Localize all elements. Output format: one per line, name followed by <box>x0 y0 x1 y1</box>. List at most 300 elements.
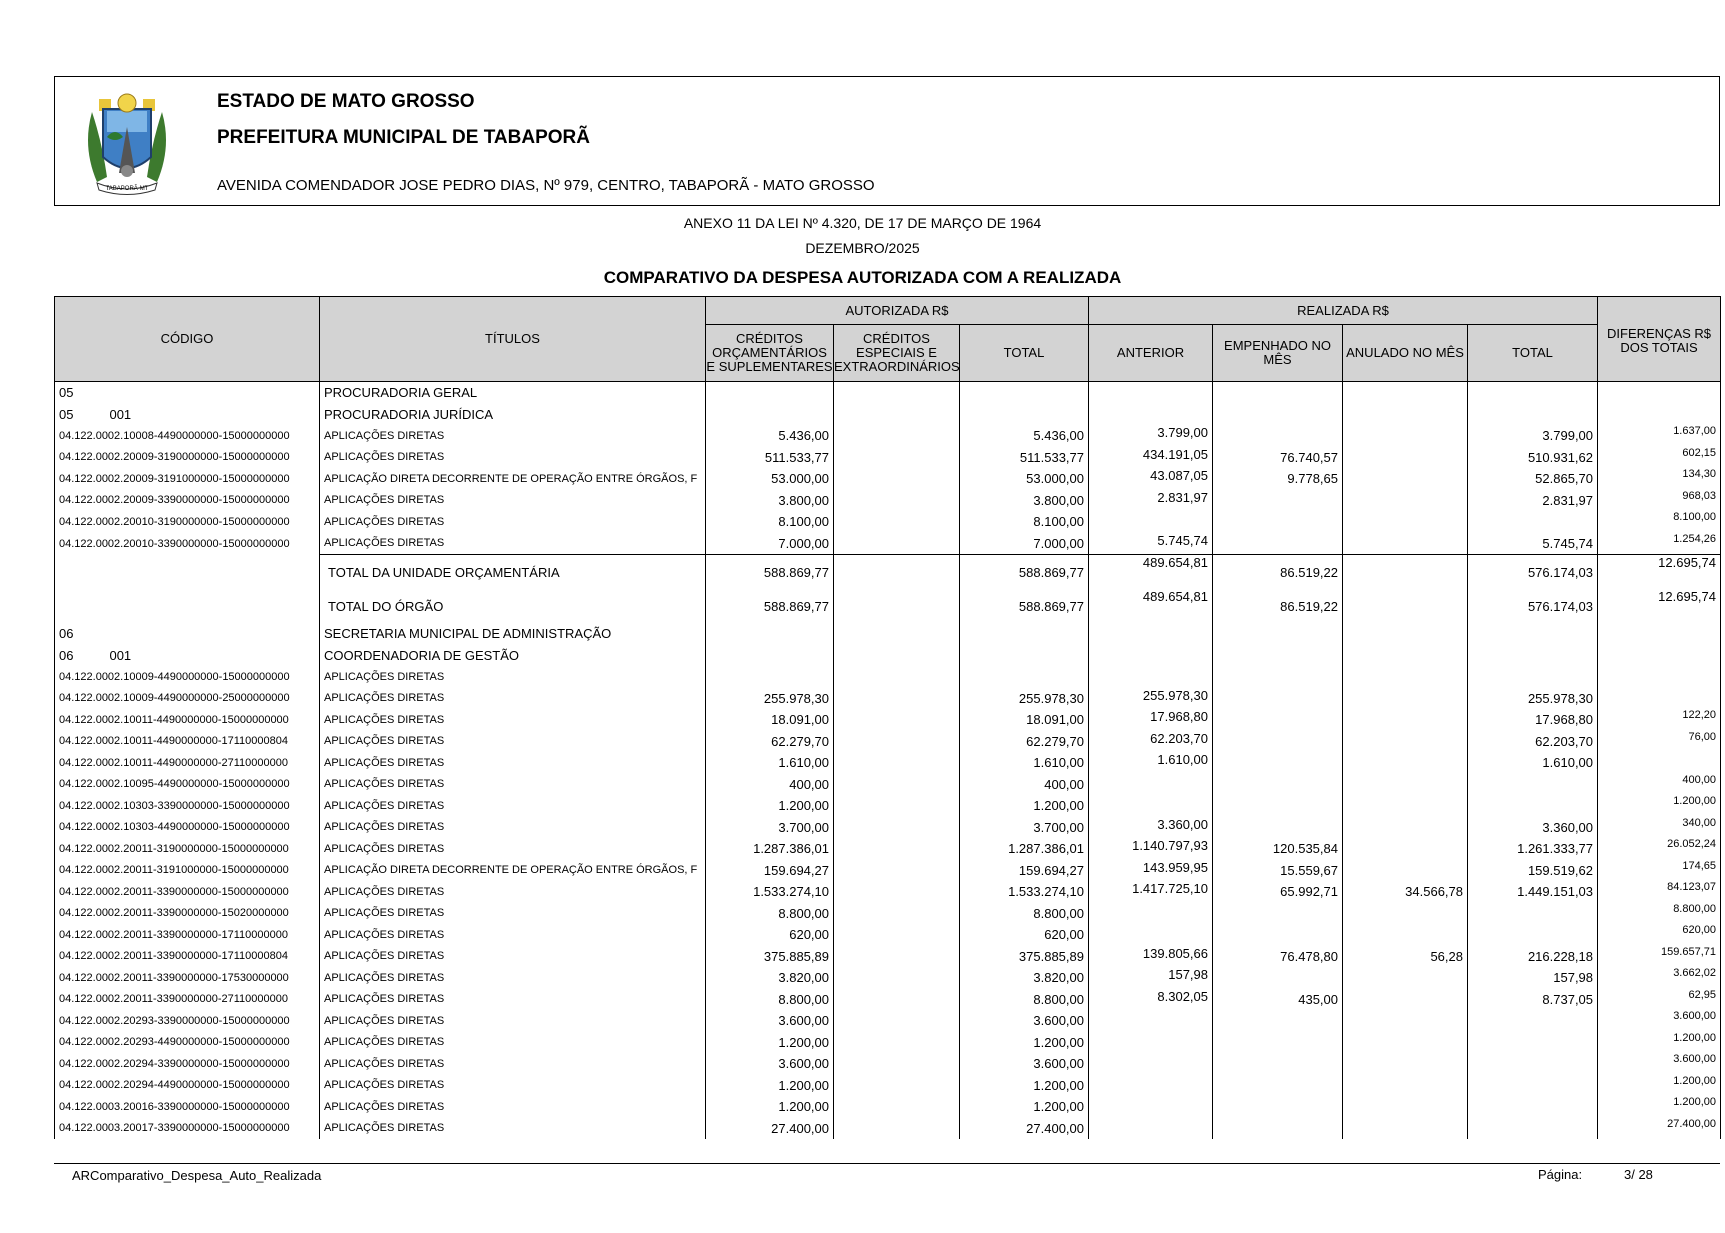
cell-anterior: 43.087,05 <box>1089 468 1213 490</box>
cell-anulado <box>1343 838 1468 860</box>
cell-anulado <box>1343 555 1468 590</box>
cell-total-realizada <box>1468 1053 1598 1075</box>
empty-cell <box>1343 623 1468 645</box>
group-code <box>55 404 320 426</box>
cell-diferenca: 400,00 <box>1598 774 1721 796</box>
cell-empenhado <box>1213 1010 1343 1032</box>
table-row <box>55 1032 1721 1054</box>
page-number: 3/ 28 <box>1624 1167 1653 1182</box>
row-code: 04.122.0002.20011-3390000000-17530000000 <box>55 967 320 989</box>
coat-of-arms-icon <box>77 87 177 197</box>
empty-cell <box>1089 404 1213 426</box>
table-row <box>55 860 1721 882</box>
empty-cell <box>1213 623 1343 645</box>
cell-creditos-orcamentarios: 5.436,00 <box>706 425 834 447</box>
cell-anterior <box>1089 666 1213 688</box>
cell-creditos-especiais <box>834 1096 960 1118</box>
col-creditos-especiais: CRÉDITOS ESPECIAIS E EXTRAORDINÁRIOS <box>834 325 960 382</box>
cell-total-realizada: 255.978,30 <box>1468 688 1598 710</box>
cell-creditos-orcamentarios: 3.600,00 <box>706 1053 834 1075</box>
period: DEZEMBRO/2025 <box>805 240 920 256</box>
cell-creditos-especiais <box>834 709 960 731</box>
cell-anulado <box>1343 1032 1468 1054</box>
cell-total-autorizada: 255.978,30 <box>960 688 1089 710</box>
cell-diferenca <box>1598 752 1721 774</box>
empty-cell <box>960 404 1089 426</box>
group-code-sub: 001 <box>109 647 132 663</box>
cell-creditos-orcamentarios: 53.000,00 <box>706 468 834 490</box>
cell-diferenca: 1.254,26 <box>1598 533 1721 555</box>
row-code: 04.122.0002.10009-4490000000-25000000000 <box>55 688 320 710</box>
cell-creditos-especiais <box>834 1075 960 1097</box>
row-title: APLICAÇÕES DIRETAS <box>320 425 706 447</box>
cell-creditos-especiais <box>834 838 960 860</box>
cell-creditos-especiais <box>834 468 960 490</box>
group-title: COORDENADORIA DE GESTÃO <box>320 645 706 667</box>
row-title: APLICAÇÕES DIRETAS <box>320 447 706 469</box>
table-row <box>55 1118 1721 1140</box>
table-row <box>55 1010 1721 1032</box>
cell-creditos-orcamentarios: 400,00 <box>706 774 834 796</box>
cell-empenhado <box>1213 666 1343 688</box>
group-row <box>55 404 1721 426</box>
cell-creditos-orcamentarios: 588.869,77 <box>706 589 834 623</box>
cell-total-realizada: 216.228,18 <box>1468 946 1598 968</box>
cell-empenhado <box>1213 425 1343 447</box>
cell-empenhado <box>1213 903 1343 925</box>
table-row <box>55 425 1721 447</box>
cell-anterior: 17.968,80 <box>1089 709 1213 731</box>
expense-table <box>54 296 1721 1139</box>
row-title: APLICAÇÕES DIRETAS <box>320 1010 706 1032</box>
empty-cell <box>1468 645 1598 667</box>
cell-creditos-especiais <box>834 1010 960 1032</box>
table-row <box>55 774 1721 796</box>
cell-empenhado: 15.559,67 <box>1213 860 1343 882</box>
cell-diferenca: 968,03 <box>1598 490 1721 512</box>
row-title: APLICAÇÕES DIRETAS <box>320 533 706 555</box>
group-code-main: 05 <box>59 385 74 401</box>
row-code: 04.122.0002.20011-3390000000-17110000000 <box>55 924 320 946</box>
row-title: APLICAÇÕES DIRETAS <box>320 1075 706 1097</box>
cell-anterior: 434.191,05 <box>1089 447 1213 469</box>
cell-total-realizada: 2.831,97 <box>1468 490 1598 512</box>
cell-total-realizada: 1.261.333,77 <box>1468 838 1598 860</box>
group-code <box>55 623 320 645</box>
cell-diferenca: 76,00 <box>1598 731 1721 753</box>
row-title: APLICAÇÕES DIRETAS <box>320 838 706 860</box>
cell-anulado <box>1343 989 1468 1011</box>
row-title: APLICAÇÕES DIRETAS <box>320 967 706 989</box>
empty-cell <box>960 645 1089 667</box>
cell-anterior: 1.140.797,93 <box>1089 838 1213 860</box>
cell-anulado <box>1343 490 1468 512</box>
cell-anulado <box>1343 1075 1468 1097</box>
cell-anulado: 56,28 <box>1343 946 1468 968</box>
cell-empenhado: 76.478,80 <box>1213 946 1343 968</box>
empty-cell <box>1468 623 1598 645</box>
cell-total-autorizada: 159.694,27 <box>960 860 1089 882</box>
empty-cell <box>960 382 1089 404</box>
cell-creditos-especiais <box>834 731 960 753</box>
cell-empenhado <box>1213 1053 1343 1075</box>
group-row <box>55 645 1721 667</box>
cell-diferenca: 174,65 <box>1598 860 1721 882</box>
cell-total-autorizada: 18.091,00 <box>960 709 1089 731</box>
cell-diferenca: 62,95 <box>1598 989 1721 1011</box>
group-code-sub: 001 <box>109 406 132 422</box>
row-code: 04.122.0002.10303-3390000000-15000000000 <box>55 795 320 817</box>
cell-creditos-orcamentarios: 8.100,00 <box>706 511 834 533</box>
cell-empenhado: 435,00 <box>1213 989 1343 1011</box>
row-code: 04.122.0002.10009-4490000000-15000000000 <box>55 666 320 688</box>
row-title: APLICAÇÕES DIRETAS <box>320 1118 706 1140</box>
row-title: APLICAÇÕES DIRETAS <box>320 1096 706 1118</box>
cell-anulado <box>1343 666 1468 688</box>
cell-creditos-orcamentarios: 27.400,00 <box>706 1118 834 1140</box>
cell-anterior: 489.654,81 <box>1089 589 1213 623</box>
group-code-main: 06 <box>59 647 74 663</box>
row-code: 04.122.0002.20010-3190000000-15000000000 <box>55 511 320 533</box>
table-row <box>55 967 1721 989</box>
row-code: 04.122.0002.20011-3390000000-15020000000 <box>55 903 320 925</box>
empty-cell <box>1343 382 1468 404</box>
cell-creditos-especiais <box>834 989 960 1011</box>
cell-anterior <box>1089 795 1213 817</box>
cell-anterior: 5.745,74 <box>1089 533 1213 555</box>
cell-anulado <box>1343 795 1468 817</box>
cell-creditos-orcamentarios: 1.533.274,10 <box>706 881 834 903</box>
row-title: APLICAÇÕES DIRETAS <box>320 924 706 946</box>
empty-cell <box>834 404 960 426</box>
table-row <box>55 838 1721 860</box>
empty-cell <box>706 623 834 645</box>
cell-total-autorizada: 1.200,00 <box>960 795 1089 817</box>
cell-diferenca: 340,00 <box>1598 817 1721 839</box>
cell-creditos-especiais <box>834 425 960 447</box>
table-row <box>55 817 1721 839</box>
cell-anterior <box>1089 774 1213 796</box>
table-row <box>55 1053 1721 1075</box>
cell-anterior <box>1089 1075 1213 1097</box>
cell-creditos-especiais <box>834 774 960 796</box>
group-code <box>55 645 320 667</box>
report-name: ARComparativo_Despesa_Auto_Realizada <box>72 1168 322 1183</box>
cell-anterior: 255.978,30 <box>1089 688 1213 710</box>
cell-creditos-orcamentarios: 18.091,00 <box>706 709 834 731</box>
cell-total-realizada <box>1468 1118 1598 1140</box>
cell-anterior: 157,98 <box>1089 967 1213 989</box>
cell-anulado <box>1343 468 1468 490</box>
row-title: APLICAÇÕES DIRETAS <box>320 946 706 968</box>
table-row <box>55 989 1721 1011</box>
cell-total-autorizada: 588.869,77 <box>960 555 1089 590</box>
row-title: APLICAÇÕES DIRETAS <box>320 1053 706 1075</box>
cell-creditos-especiais <box>834 589 960 623</box>
row-code: 04.122.0002.20293-4490000000-15000000000 <box>55 1032 320 1054</box>
cell-total-autorizada: 5.436,00 <box>960 425 1089 447</box>
cell-diferenca: 3.600,00 <box>1598 1010 1721 1032</box>
group-code-main: 06 <box>59 626 74 642</box>
cell-diferenca: 1.200,00 <box>1598 1075 1721 1097</box>
cell-empenhado: 76.740,57 <box>1213 447 1343 469</box>
cell-total-realizada: 157,98 <box>1468 967 1598 989</box>
table-row <box>55 533 1721 555</box>
empty-cell <box>834 645 960 667</box>
cell-creditos-orcamentarios: 1.287.386,01 <box>706 838 834 860</box>
cell-diferenca: 8.100,00 <box>1598 511 1721 533</box>
cell-empenhado <box>1213 752 1343 774</box>
logo-ribbon-text: TABAPORÃ-MT <box>105 186 149 192</box>
col-group-realizada: REALIZADA R$ <box>1089 297 1598 325</box>
cell-total-autorizada: 1.533.274,10 <box>960 881 1089 903</box>
cell-creditos-orcamentarios: 255.978,30 <box>706 688 834 710</box>
cell-empenhado <box>1213 533 1343 555</box>
empty-cell <box>1468 404 1598 426</box>
cell-anterior: 143.959,95 <box>1089 860 1213 882</box>
empty-cell <box>1343 645 1468 667</box>
cell-anulado <box>1343 425 1468 447</box>
row-title: APLICAÇÕES DIRETAS <box>320 731 706 753</box>
empty-cell <box>1468 382 1598 404</box>
total-row <box>55 555 1721 590</box>
row-code: 04.122.0003.20016-3390000000-15000000000 <box>55 1096 320 1118</box>
cell-creditos-especiais <box>834 490 960 512</box>
row-code: 04.122.0002.20011-3390000000-27110000000 <box>55 989 320 1011</box>
cell-anulado <box>1343 1096 1468 1118</box>
cell-total-autorizada: 3.820,00 <box>960 967 1089 989</box>
empty-cell <box>1598 404 1721 426</box>
cell-total-realizada: 3.360,00 <box>1468 817 1598 839</box>
cell-empenhado <box>1213 1032 1343 1054</box>
cell-total-realizada <box>1468 511 1598 533</box>
table-row <box>55 752 1721 774</box>
empty-cell <box>1213 382 1343 404</box>
empty-cell <box>834 623 960 645</box>
cell-total-autorizada: 3.800,00 <box>960 490 1089 512</box>
empty-cell <box>1598 645 1721 667</box>
cell-empenhado <box>1213 1075 1343 1097</box>
table-row <box>55 447 1721 469</box>
cell-anulado <box>1343 967 1468 989</box>
cell-total-realizada: 510.931,62 <box>1468 447 1598 469</box>
cell-diferenca: 3.600,00 <box>1598 1053 1721 1075</box>
cell-total-autorizada: 27.400,00 <box>960 1118 1089 1140</box>
row-code: 04.122.0002.20294-3390000000-15000000000 <box>55 1053 320 1075</box>
cell-total-realizada: 576.174,03 <box>1468 555 1598 590</box>
cell-empenhado <box>1213 490 1343 512</box>
cell-empenhado <box>1213 795 1343 817</box>
cell-empenhado <box>1213 709 1343 731</box>
cell-total-autorizada: 8.100,00 <box>960 511 1089 533</box>
cell-creditos-especiais <box>834 967 960 989</box>
cell-diferenca: 8.800,00 <box>1598 903 1721 925</box>
table-row <box>55 688 1721 710</box>
row-code: 04.122.0002.20011-3390000000-17110000804 <box>55 946 320 968</box>
prefecture-name: PREFEITURA MUNICIPAL DE TABAPORÃ <box>217 127 590 148</box>
cell-anulado <box>1343 1010 1468 1032</box>
state-name: ESTADO DE MATO GROSSO <box>217 91 475 112</box>
cell-total-autorizada: 8.800,00 <box>960 989 1089 1011</box>
cell-diferenca: 1.637,00 <box>1598 425 1721 447</box>
row-code: 04.122.0002.10011-4490000000-15000000000 <box>55 709 320 731</box>
row-code: 04.122.0002.10008-4490000000-15000000000 <box>55 425 320 447</box>
cell-total-realizada <box>1468 924 1598 946</box>
col-codigo: CÓDIGO <box>55 297 320 382</box>
cell-empenhado <box>1213 817 1343 839</box>
row-code: 04.122.0002.20009-3190000000-15000000000 <box>55 447 320 469</box>
cell-empenhado: 65.992,71 <box>1213 881 1343 903</box>
row-title: TOTAL DO ÓRGÃO <box>320 589 706 623</box>
cell-anulado <box>1343 752 1468 774</box>
cell-creditos-orcamentarios: 3.700,00 <box>706 817 834 839</box>
cell-total-autorizada: 1.200,00 <box>960 1032 1089 1054</box>
cell-empenhado <box>1213 774 1343 796</box>
cell-creditos-orcamentarios: 3.600,00 <box>706 1010 834 1032</box>
empty-cell <box>834 382 960 404</box>
row-title: APLICAÇÕES DIRETAS <box>320 989 706 1011</box>
cell-anulado <box>1343 511 1468 533</box>
empty-cell <box>1089 382 1213 404</box>
cell-anulado <box>1343 924 1468 946</box>
cell-creditos-orcamentarios: 159.694,27 <box>706 860 834 882</box>
cell-total-autorizada: 511.533,77 <box>960 447 1089 469</box>
cell-anterior: 489.654,81 <box>1089 555 1213 590</box>
row-code: 04.122.0002.10303-4490000000-15000000000 <box>55 817 320 839</box>
cell-diferenca: 159.657,71 <box>1598 946 1721 968</box>
cell-creditos-orcamentarios: 1.200,00 <box>706 1096 834 1118</box>
cell-anterior: 8.302,05 <box>1089 989 1213 1011</box>
row-title: APLICAÇÕES DIRETAS <box>320 666 706 688</box>
cell-anterior: 62.203,70 <box>1089 731 1213 753</box>
col-titulos: TÍTULOS <box>320 297 706 382</box>
empty-cell <box>706 645 834 667</box>
row-code <box>55 589 320 623</box>
empty-cell <box>706 404 834 426</box>
cell-anulado <box>1343 731 1468 753</box>
row-title: APLICAÇÃO DIRETA DECORRENTE DE OPERAÇÃO ENTRE ÓRGÃOS, F <box>320 860 706 882</box>
page-title: COMPARATIVO DA DESPESA AUTORIZADA COM A REALIZADA <box>603 268 1122 287</box>
cell-total-autorizada: 1.200,00 <box>960 1075 1089 1097</box>
cell-empenhado <box>1213 924 1343 946</box>
table-row <box>55 709 1721 731</box>
col-total-autorizada: TOTAL <box>960 325 1089 382</box>
cell-anterior <box>1089 1053 1213 1075</box>
cell-anterior: 3.799,00 <box>1089 425 1213 447</box>
cell-empenhado <box>1213 1118 1343 1140</box>
table-row <box>55 946 1721 968</box>
cell-anterior <box>1089 511 1213 533</box>
cell-creditos-especiais <box>834 447 960 469</box>
table-row <box>55 666 1721 688</box>
cell-creditos-orcamentarios: 1.200,00 <box>706 1075 834 1097</box>
cell-creditos-orcamentarios: 620,00 <box>706 924 834 946</box>
empty-cell <box>1089 645 1213 667</box>
cell-diferenca: 27.400,00 <box>1598 1118 1721 1140</box>
row-title: APLICAÇÕES DIRETAS <box>320 511 706 533</box>
cell-creditos-especiais <box>834 1053 960 1075</box>
cell-total-realizada: 8.737,05 <box>1468 989 1598 1011</box>
table-row <box>55 468 1721 490</box>
cell-creditos-especiais <box>834 860 960 882</box>
cell-anterior <box>1089 903 1213 925</box>
table-row <box>55 795 1721 817</box>
cell-diferenca: 1.200,00 <box>1598 1096 1721 1118</box>
row-code: 04.122.0002.10095-4490000000-15000000000 <box>55 774 320 796</box>
row-title: APLICAÇÕES DIRETAS <box>320 1032 706 1054</box>
cell-total-autorizada: 620,00 <box>960 924 1089 946</box>
empty-cell <box>1213 404 1343 426</box>
row-code: 04.122.0002.10011-4490000000-27110000000 <box>55 752 320 774</box>
row-title: APLICAÇÕES DIRETAS <box>320 688 706 710</box>
col-empenhado: EMPENHADO NO MÊS <box>1213 325 1343 382</box>
row-title: APLICAÇÕES DIRETAS <box>320 817 706 839</box>
cell-anulado <box>1343 589 1468 623</box>
cell-total-realizada <box>1468 774 1598 796</box>
cell-total-realizada: 52.865,70 <box>1468 468 1598 490</box>
cell-diferenca: 134,30 <box>1598 468 1721 490</box>
cell-creditos-orcamentarios: 3.820,00 <box>706 967 834 989</box>
cell-anulado: 34.566,78 <box>1343 881 1468 903</box>
row-code: 04.122.0002.20009-3390000000-15000000000 <box>55 490 320 512</box>
table-body <box>55 382 1721 1140</box>
col-creditos-orcamentarios: CRÉDITOS ORÇAMENTÁRIOS E SUPLEMENTARES <box>706 325 834 382</box>
cell-creditos-especiais <box>834 533 960 555</box>
cell-creditos-especiais <box>834 881 960 903</box>
cell-diferenca: 12.695,74 <box>1598 589 1721 623</box>
cell-creditos-especiais <box>834 555 960 590</box>
cell-total-realizada <box>1468 903 1598 925</box>
cell-creditos-especiais <box>834 1032 960 1054</box>
row-code: 04.122.0002.20010-3390000000-15000000000 <box>55 533 320 555</box>
cell-anterior <box>1089 1032 1213 1054</box>
empty-cell <box>1598 623 1721 645</box>
cell-empenhado: 86.519,22 <box>1213 555 1343 590</box>
cell-anulado <box>1343 709 1468 731</box>
cell-creditos-orcamentarios: 511.533,77 <box>706 447 834 469</box>
row-title: APLICAÇÃO DIRETA DECORRENTE DE OPERAÇÃO ENTRE ÓRGÃOS, F <box>320 468 706 490</box>
cell-creditos-orcamentarios: 588.869,77 <box>706 555 834 590</box>
row-code: 04.122.0002.10011-4490000000-17110000804 <box>55 731 320 753</box>
cell-anterior: 1.417.725,10 <box>1089 881 1213 903</box>
empty-cell <box>706 382 834 404</box>
group-row <box>55 623 1721 645</box>
row-code: 04.122.0002.20293-3390000000-15000000000 <box>55 1010 320 1032</box>
cell-creditos-orcamentarios: 1.610,00 <box>706 752 834 774</box>
group-title: SECRETARIA MUNICIPAL DE ADMINISTRAÇÃO <box>320 623 706 645</box>
cell-diferenca: 122,20 <box>1598 709 1721 731</box>
cell-anulado <box>1343 903 1468 925</box>
row-code: 04.122.0003.20017-3390000000-15000000000 <box>55 1118 320 1140</box>
cell-creditos-orcamentarios: 1.200,00 <box>706 1032 834 1054</box>
cell-diferenca: 620,00 <box>1598 924 1721 946</box>
table-row <box>55 903 1721 925</box>
cell-anterior: 139.805,66 <box>1089 946 1213 968</box>
cell-empenhado <box>1213 688 1343 710</box>
row-title: APLICAÇÕES DIRETAS <box>320 490 706 512</box>
cell-total-autorizada: 8.800,00 <box>960 903 1089 925</box>
table-row <box>55 511 1721 533</box>
cell-total-realizada: 62.203,70 <box>1468 731 1598 753</box>
row-title: APLICAÇÕES DIRETAS <box>320 709 706 731</box>
cell-creditos-especiais <box>834 666 960 688</box>
table-row <box>55 490 1721 512</box>
cell-diferenca: 1.200,00 <box>1598 1032 1721 1054</box>
row-title: APLICAÇÕES DIRETAS <box>320 752 706 774</box>
col-anulado: ANULADO NO MÊS <box>1343 325 1468 382</box>
cell-creditos-especiais <box>834 752 960 774</box>
row-title: APLICAÇÕES DIRETAS <box>320 774 706 796</box>
